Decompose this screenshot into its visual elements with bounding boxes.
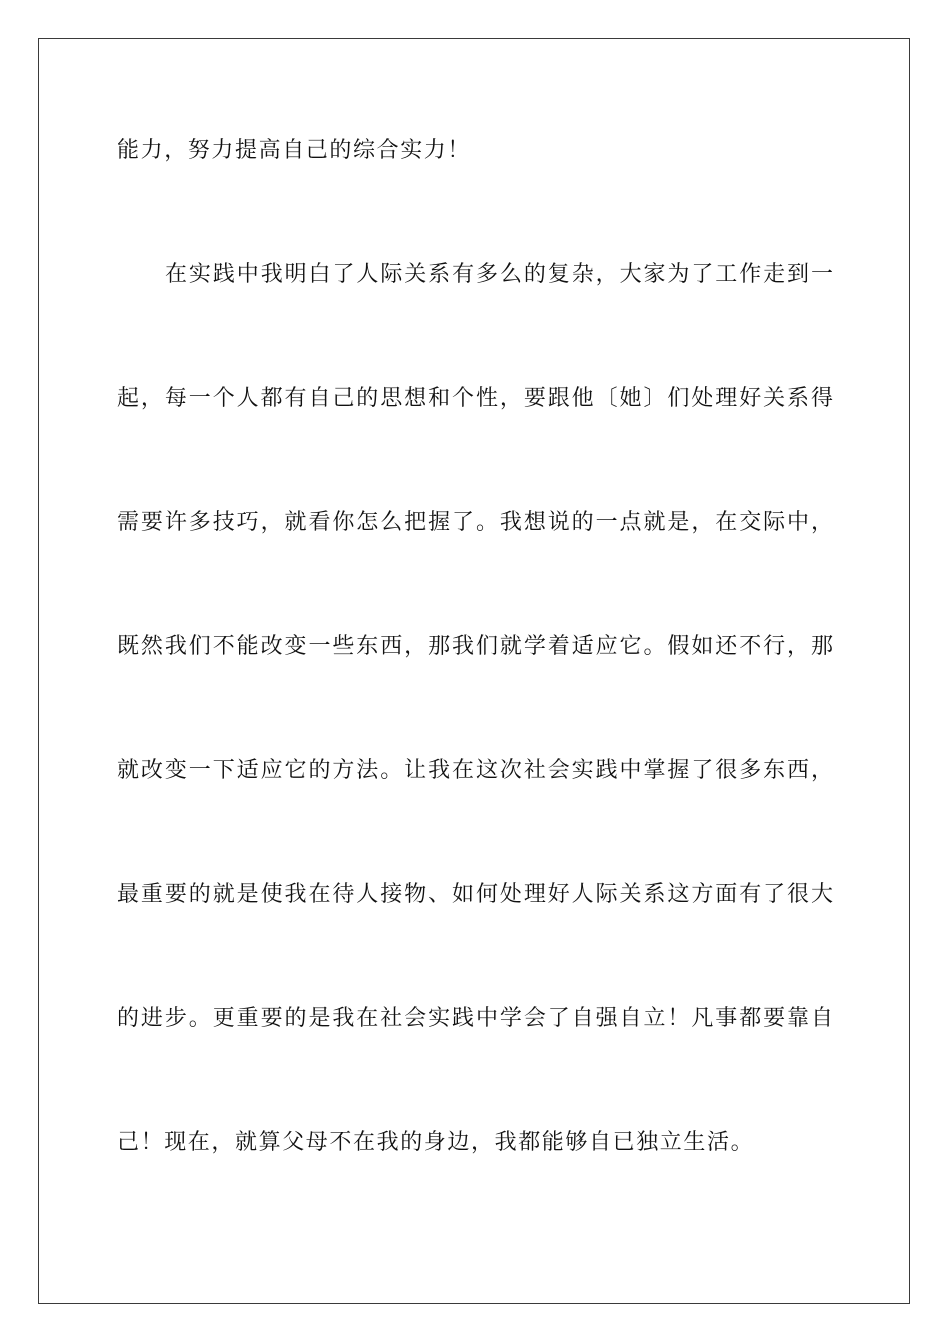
text-line-3: 起，每一个人都有自己的思想和个性，要跟他〔她〕们处理好关系得 [117, 386, 833, 411]
page-frame [38, 38, 910, 1304]
text-line-9: 己！现在，就算父母不在我的身边，我都能够自已独立生活。 [117, 1130, 755, 1155]
text-line-5: 既然我们不能改变一些东西，那我们就学着适应它。假如还不行，那 [117, 634, 833, 659]
text-line-7: 最重要的就是使我在待人接物、如何处理好人际关系这方面有了很大 [117, 882, 833, 907]
text-line-1: 能力，努力提高自己的综合实力！ [117, 138, 472, 163]
text-line-2: 在实践中我明白了人际关系有多么的复杂，大家为了工作走到一 [165, 262, 833, 287]
text-line-4: 需要许多技巧，就看你怎么把握了。我想说的一点就是，在交际中， [117, 510, 833, 535]
text-line-8: 的进步。更重要的是我在社会实践中学会了自强自立！凡事都要靠自 [117, 1006, 833, 1031]
text-line-6: 就改变一下适应它的方法。让我在这次社会实践中掌握了很多东西， [117, 758, 833, 783]
